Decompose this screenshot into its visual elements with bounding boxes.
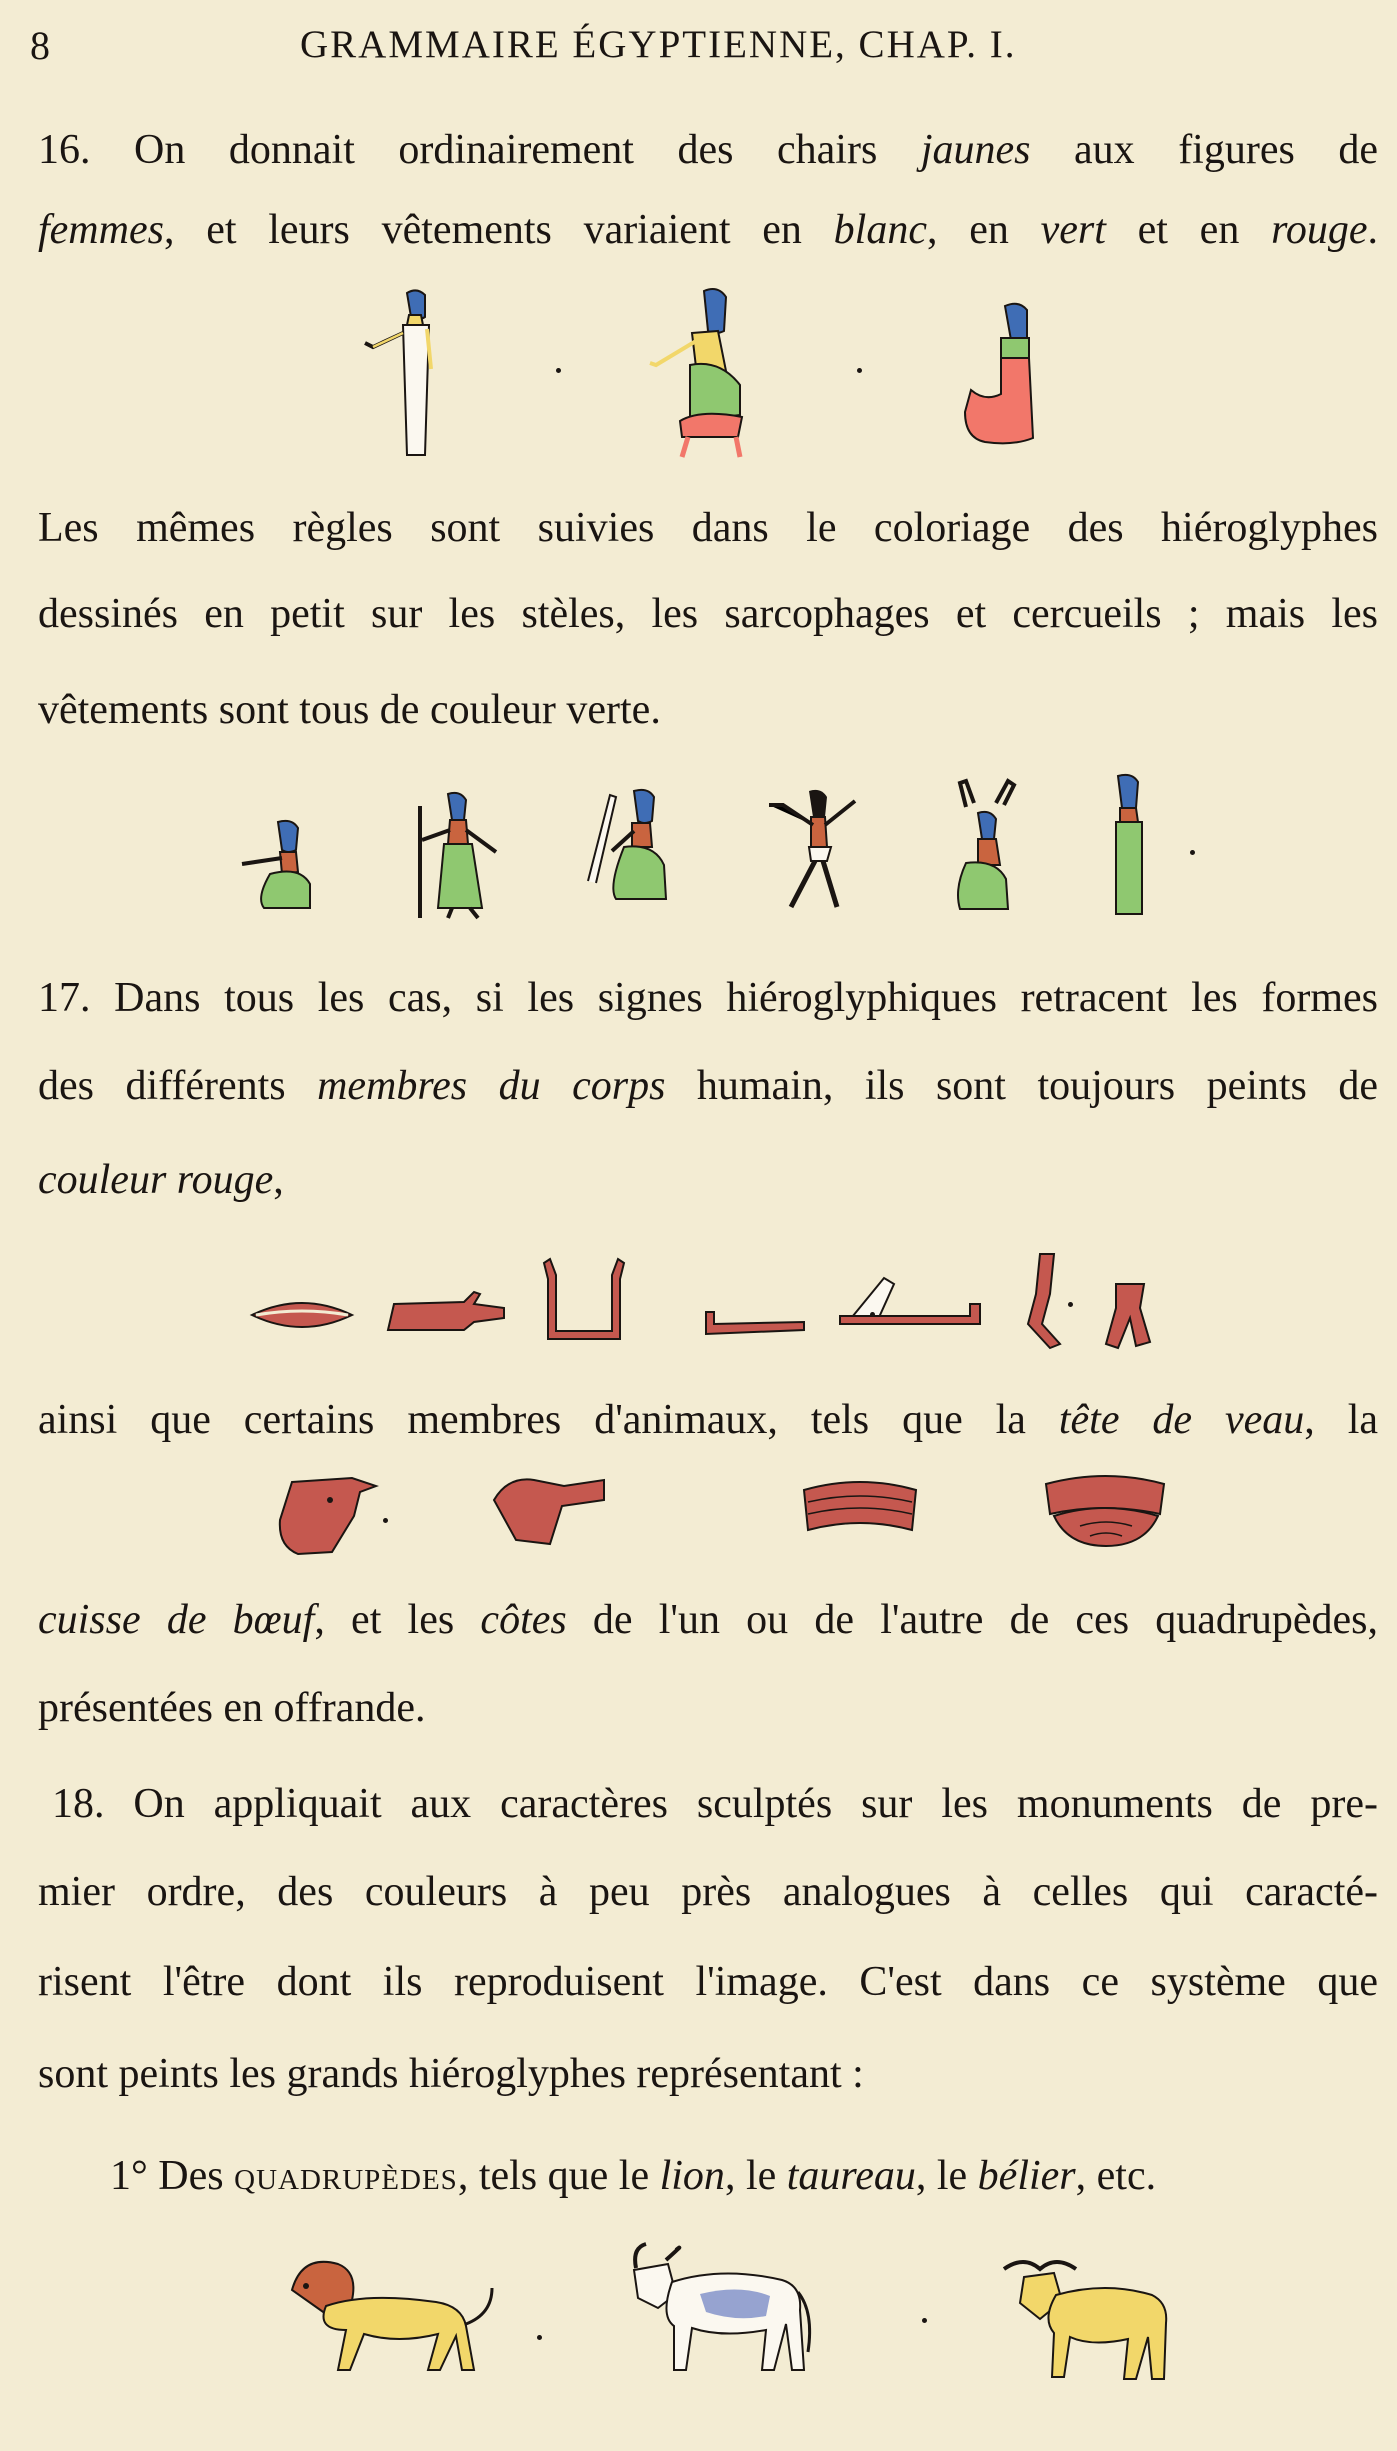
separator-dot <box>556 368 561 373</box>
rules-line-3: vêtements sont tous de couleur verte. <box>38 687 661 733</box>
ox-thigh-icon <box>488 1470 608 1550</box>
rib-icon <box>800 1476 920 1536</box>
forearm-icon <box>702 1300 812 1340</box>
paragraph-18-line-5: 1° Des quadrupèdes, tels que le lion, le taureau, le bélier, etc. <box>110 2153 1157 2199</box>
standing-woman-white-dress-icon <box>355 285 475 460</box>
lion-icon <box>272 2250 502 2380</box>
legs-icon <box>1098 1280 1158 1350</box>
paragraph-17-line-5: cuisse de bœuf, et les côtes de l'un ou de l'autre de ces quadrupèdes, <box>38 1597 1378 1643</box>
paragraph-18-line-4: sont peints les grands hiéroglyphes représentant : <box>38 2051 864 2097</box>
paragraph-17-line-4: ainsi que certains membres d'animaux, tels que la tête de veau, la <box>38 1397 1379 1443</box>
leg-icon <box>1020 1250 1070 1350</box>
paragraph-16-line-1: 16. On donnait ordinairement des chairs jaunes aux figures de <box>38 127 1378 173</box>
mouth-icon <box>248 1295 358 1335</box>
seated-woman-red-dress-icon <box>955 300 1075 460</box>
ram-icon <box>1000 2255 1180 2385</box>
separator-dot <box>870 1312 875 1317</box>
separator-dot <box>1190 850 1195 855</box>
paragraph-17-line-6: présentées en offrande. <box>38 1685 426 1731</box>
rules-line-2: dessinés en petit sur les stèles, les sarcophages et cercueils ; mais les <box>38 591 1378 637</box>
arms-raised-icon <box>542 1255 627 1345</box>
standing-figure-with-staff-icon <box>408 790 518 920</box>
separator-dot <box>383 1518 388 1523</box>
page-header <box>30 22 1367 70</box>
paragraph-18-line-1: 18. On appliquait aux caractères sculptés sur les monuments de pre- <box>52 1781 1378 1827</box>
separator-dot <box>857 368 862 373</box>
arm-with-cone-icon <box>838 1272 988 1338</box>
paragraph-17-line-1: 17. Dans tous les cas, si les signes hiéroglyphiques retracent les formes <box>38 975 1378 1021</box>
bull-icon <box>620 2240 820 2380</box>
paragraph-18-line-2: mier ordre, des couleurs à peu près analogues à celles qui caracté- <box>38 1869 1378 1915</box>
calf-head-icon <box>272 1470 382 1560</box>
arm-hand-icon <box>390 1290 510 1340</box>
separator-dot <box>1068 1302 1073 1307</box>
striding-figure-icon <box>755 775 865 915</box>
ribs-icon <box>1040 1470 1170 1550</box>
paragraph-17-line-2: des différents membres du corps humain, ils sont toujours peints de <box>38 1063 1378 1109</box>
rules-line-1: Les mêmes règles sont suivies dans le coloriage des hiéroglyphes <box>38 505 1378 551</box>
paragraph-16-line-2: femmes, et leurs vêtements variaient en blanc, en vert et en rouge. <box>38 207 1378 253</box>
paragraph-18-line-3: risent l'être dont ils reproduisent l'image. C'est dans ce système que <box>38 1959 1378 2005</box>
kneeling-figure-icon <box>230 818 345 918</box>
standing-figure-icon <box>1100 770 1170 920</box>
seated-woman-green-dress-icon <box>640 285 780 460</box>
page-number: 8 <box>30 23 50 68</box>
running-title: GRAMMAIRE ÉGYPTIENNE, CHAP. I. <box>300 23 1017 66</box>
separator-dot <box>537 2335 542 2340</box>
kneeling-figure-with-scepter-icon <box>584 785 684 915</box>
separator-dot <box>922 2318 927 2323</box>
kneeling-figure-arms-raised-icon <box>932 775 1042 915</box>
paragraph-17-line-3: couleur rouge, <box>38 1157 284 1203</box>
